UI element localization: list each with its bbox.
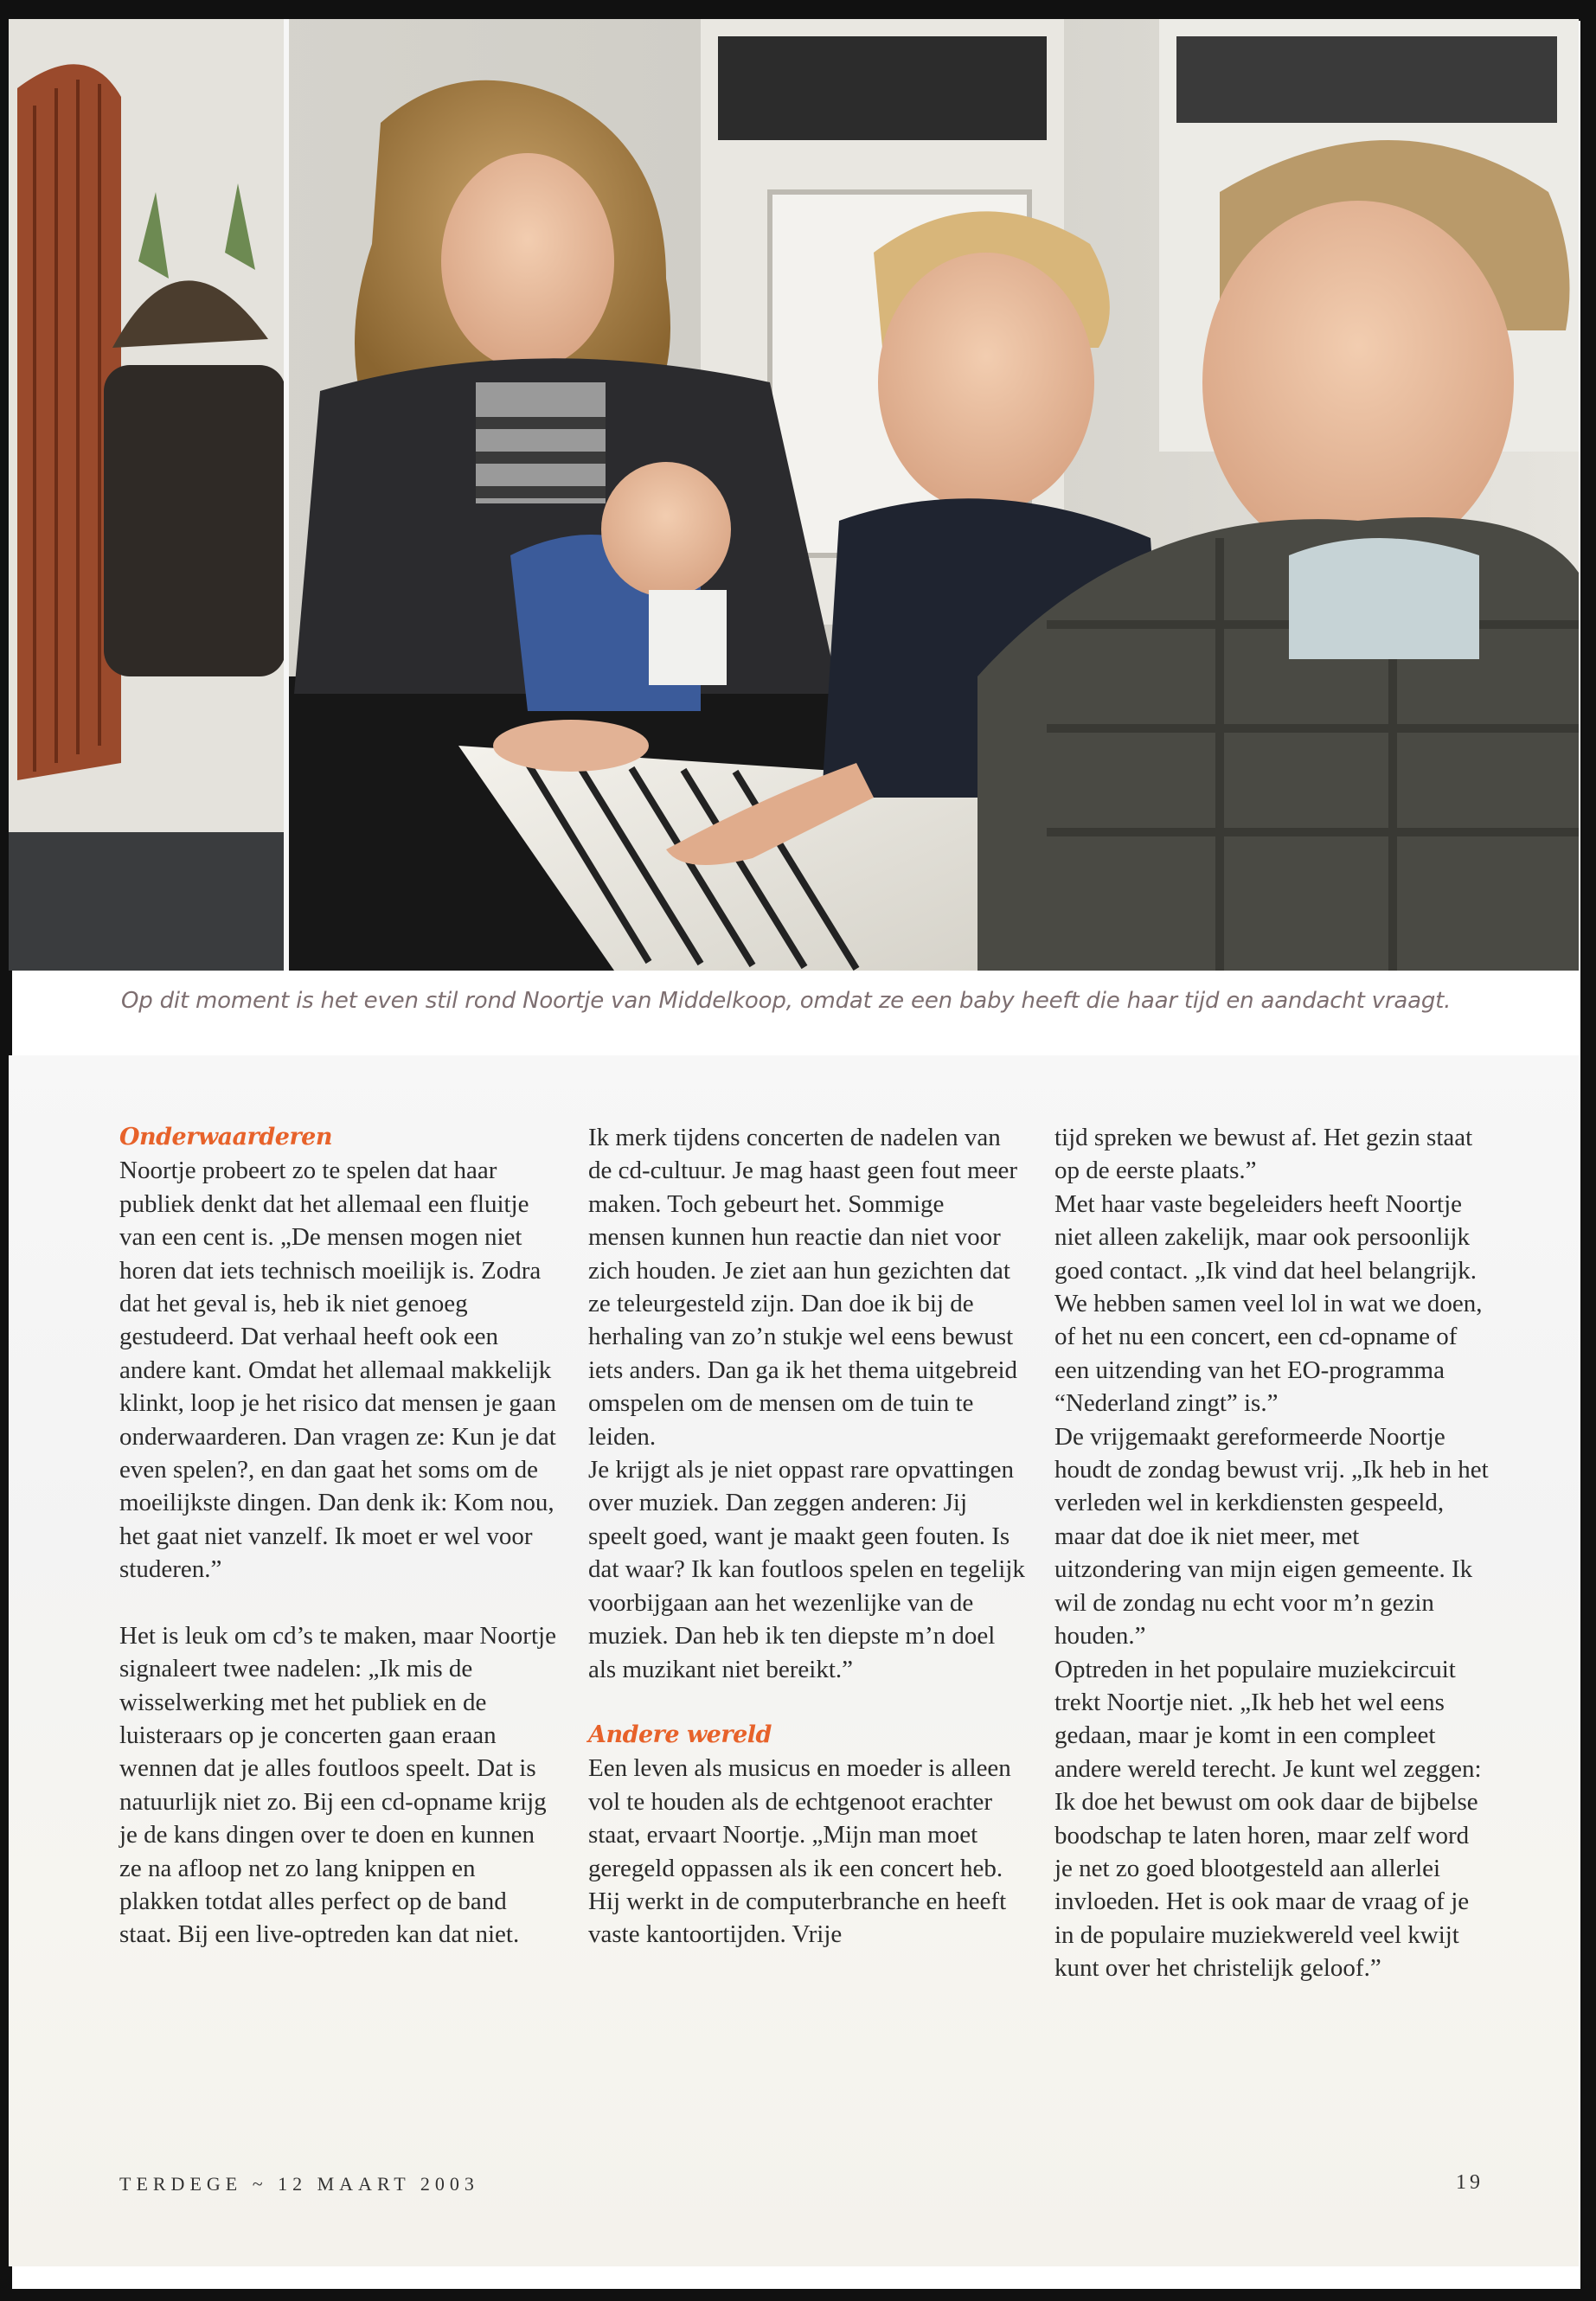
family-piano-photo bbox=[9, 19, 1579, 971]
article-column-1 bbox=[119, 1121, 556, 1952]
paragraph: Noortje probeert zo te spelen dat haar publiek denkt dat het allemaal een fluitje van een cent is. „De mensen mogen niet horen dat iets technisch moeilijk is. Zodra dat het geval is, heb ik niet genoeg gestudeerd. Dat verhaal heeft ook een andere kant. Omdat het allemaal makkelijk klinkt, loop je het risico dat mensen je gaan onderwaarderen. Dan vragen ze: Kun je dat even spelen?, en dan gaat het soms om de moeilijkste dingen. Dan denk ik: Kom nou, het gaat niet vanzelf. Ik moet er wel voor studeren.” bbox=[119, 1157, 556, 1584]
article-column-2 bbox=[588, 1121, 1025, 1952]
paragraph: Het is leuk om cd’s te maken, maar Noortje signaleert twee nadelen: „Ik mis de wisselwerking met het publiek en de luisteraars op je concerten gaan eraan wennen dat je alles foutloos speelt. Dat is natuurlijk niet zo. Bij een cd-opname krijg je de kans dingen over te doen en kunnen ze na afloop net zo lang knippen en plakken totdat alles perfect op de band staat. Bij een live-optreden kan dat niet. bbox=[119, 1621, 556, 1949]
publication-footer: TERDEGE ~ 12 MAART 2003 bbox=[119, 2173, 479, 2195]
paragraph: Met haar vaste begeleiders heeft Noortje niet alleen zakelijk, maar ook persoonlijk goed contact. „Ik vind dat heel belangrijk. We hebben samen veel lol in wat we doen, of het nu een concert, een cd-opname of een uitzending van het EO-programma “Nederland zingt” is.” bbox=[1054, 1189, 1483, 1418]
paragraph: Je krijgt als je niet oppast rare opvattingen over muziek. Dan zeggen anderen: Jij speelt goed, want je maakt geen fouten. Is dat waar? Ik kan foutloos spelen en tegelijk voorbijgaan aan het wezenlijke van de muziek. Dan heb ik ten diepste m’n doel als muzikant niet bereikt.” bbox=[588, 1456, 1025, 1683]
paragraph: Optreden in het populaire muziekcircuit trekt Noortje niet. „Ik heb het wel eens gedaan, maar je komt in een compleet andere wereld terecht. Je kunt wel zeggen: Ik doe het bewust om ook daar de bijbelse boodschap te laten horen, maar zelf word je net zo goed blootgesteld aan allerlei invloeden. Het is ook maar de vraag of je in de populaire muziekwereld veel kwijt kunt over het christelijk geloof.” bbox=[1054, 1655, 1482, 1983]
paragraph: Een leven als musicus en moeder is alleen vol te houden als de echtgenoot erachter staat, ervaart Noortje. „Mijn man moet geregeld oppassen als ik een concert heb. Hij werkt in de computerbranche en heeft vaste kantoortijden. Vrije bbox=[588, 1754, 1011, 1949]
paragraph: Ik merk tijdens concerten de nadelen van de cd-cultuur. Je mag haast geen fout meer maken. Toch gebeurt het. Sommige mensen kunnen hun reactie dan niet voor zich houden. Je ziet aan hun gezichten dat ze teleurgesteld zijn. Dan doe ik bij de herhaling van zo’n stukje wel eens bewust iets anders. Dan ga ik het thema uitgebreid omspelen om de mensen om de tuin te leiden. bbox=[588, 1124, 1018, 1451]
subheading-andere-wereld: Andere wereld bbox=[588, 1721, 772, 1748]
page-number: 19 bbox=[1456, 2171, 1484, 2194]
photo-caption: Op dit moment is het even stil rond Noortje van Middelkoop, omdat ze een baby heeft die haar tijd en aandacht vraagt. bbox=[121, 988, 1452, 1014]
subheading-onderwaarderen: Onderwaarderen bbox=[119, 1124, 332, 1150]
article-column-3 bbox=[1054, 1121, 1491, 1985]
paragraph: De vrijgemaakt gereformeerde Noortje houdt de zondag bewust vrij. „Ik heb in het verleden wel in kerkdiensten gespeeld, maar dat doe ik niet meer, met uitzondering van mijn eigen gemeente. Ik wil de zondag nu echt voor m’n gezin houden.” bbox=[1054, 1422, 1489, 1650]
paragraph: tijd spreken we bewust af. Het gezin staat op de eerste plaats.” bbox=[1054, 1124, 1473, 1185]
photo-family-piano-icon bbox=[9, 19, 1579, 971]
